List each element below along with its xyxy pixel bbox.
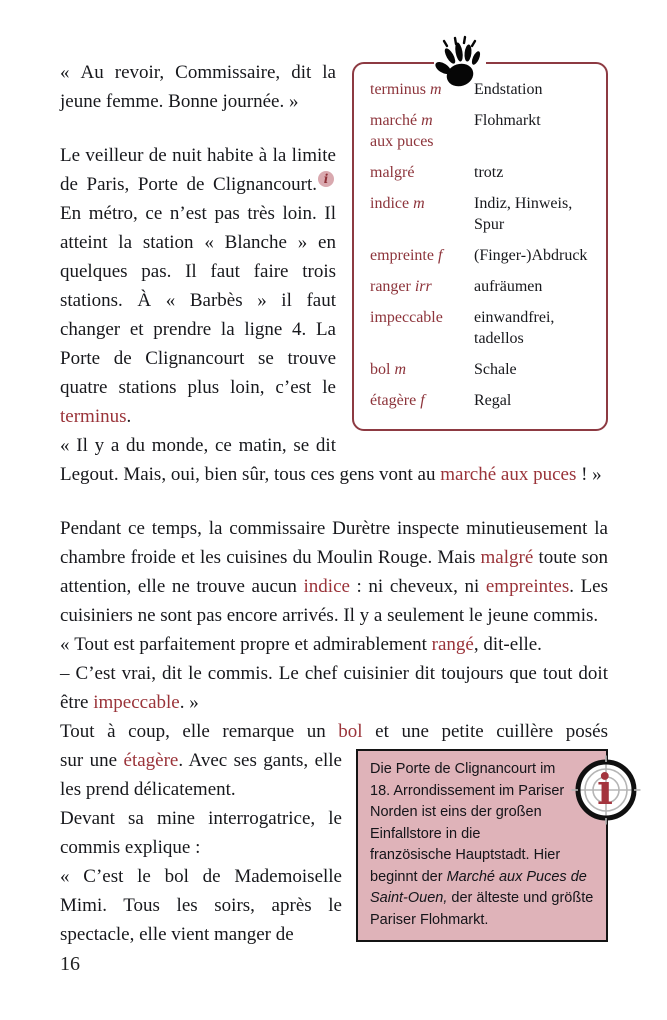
vocab-term-fr: étagère f — [370, 392, 425, 409]
vocab-term-fr: indice m — [370, 195, 425, 212]
page-footer — [60, 950, 80, 978]
vocab-row — [370, 162, 594, 183]
vocab-term-de: trotz — [474, 164, 504, 181]
paragraph-inspection: Pendant ce temps, la commissaire Durètre inspecte minutieusement la chambre froide et les cuisines du Moulin Rouge. Mais malgré toute son attention, elle ne trouve aucun indice : ni cheveux, ni empreintes. Les cuisiniers ne sont pas encore arrivés. Il y a seulement le jeune commis. — [60, 518, 609, 626]
vocab-term-fr: impeccable — [370, 309, 443, 326]
vocab-term-fr: ranger irr — [370, 278, 432, 295]
vocab-term-fr: terminus m — [370, 81, 442, 98]
vocab-row — [370, 193, 594, 235]
vocab-row — [370, 390, 594, 411]
vocab-term-fr: empreinte f — [370, 247, 443, 264]
vocab-term-fr: malgré — [370, 164, 415, 181]
vocab-box — [352, 62, 608, 431]
vocab-term-fr: bol m — [370, 361, 407, 378]
info-box — [356, 749, 613, 942]
paragraph-etagere: sur une étagère. Avec ses gants, elle les prend délicatement. — [60, 750, 342, 800]
vocab-term-de: Regal — [474, 392, 512, 409]
vocab-row — [370, 110, 594, 152]
page-content — [60, 58, 613, 949]
vocab-term-de: Flohmarkt — [474, 112, 541, 129]
vocab-term-de: aufräumen — [474, 278, 543, 295]
vocab-term-de: Schale — [474, 361, 517, 378]
handprint-icon — [428, 35, 492, 95]
info-target-icon — [571, 755, 641, 825]
bottom-section — [60, 746, 613, 949]
paragraph-propre: « Tout est parfaitement propre et admirablement rangé, dit-elle. — [60, 634, 542, 655]
paragraph-bol: Tout à coup, elle remarque un bol et une petite cuillère posés — [60, 721, 608, 742]
svg-text:i: i — [597, 765, 613, 814]
paragraph-flea-market: « Il y a du monde, ce matin, se dit Legout. Mais, oui, bien sûr, tous ces gens vont au marché aux puces ! » — [60, 435, 602, 485]
vocab-row — [370, 245, 594, 266]
paragraph-metro: Le veilleur de nuit habite à la limite de Paris, Porte de Clignancourt. i En métro, ce n’est pas très loin. Il atteint la station « Blanche » en quelques pas. Il faut faire trois stations. À « Barbès » il faut changer et prendre la ligne 4. La Porte de Clignancourt se trouve quatre stations plus loin, c’est le terminus. — [60, 145, 336, 427]
vocab-row — [370, 276, 594, 297]
paragraph-mine: Devant sa mine interrogatrice, le commis explique : — [60, 808, 342, 858]
paragraph-vrai: – C’est vrai, dit le commis. Le chef cuisinier dit toujours que tout doit être impeccable. » — [60, 663, 608, 713]
paragraph-mimi: « C’est le bol de Mademoiselle Mimi. Tous les soirs, après le spectacle, elle vient manger de — [60, 866, 342, 945]
page-number: 16 — [60, 953, 80, 975]
vocab-term-fr: marché m aux puces — [370, 112, 434, 150]
paragraph-farewell: « Au revoir, Commissaire, dit la jeune femme. Bonne journée. » — [60, 62, 336, 112]
vocab-term-de: Indiz, Hinweis, Spur — [474, 195, 573, 233]
vocab-term-de: (Finger-)Abdruck — [474, 247, 588, 264]
vocab-row — [370, 307, 594, 349]
vocab-list — [370, 79, 594, 411]
vocab-term-de: einwandfrei, tadellos — [474, 309, 555, 347]
info-box-text: Die Porte de Clignancourt im 18. Arrondissement im Pariser Norden ist eins der großen Einfallstore in die französische Hauptstadt. Hier beginnt der Marché aux Puces de Saint-Ouen, der älteste und größte Pariser Flohmarkt. — [370, 761, 594, 928]
vocab-term-de: Endstation — [474, 81, 543, 98]
vocab-row — [370, 359, 594, 380]
